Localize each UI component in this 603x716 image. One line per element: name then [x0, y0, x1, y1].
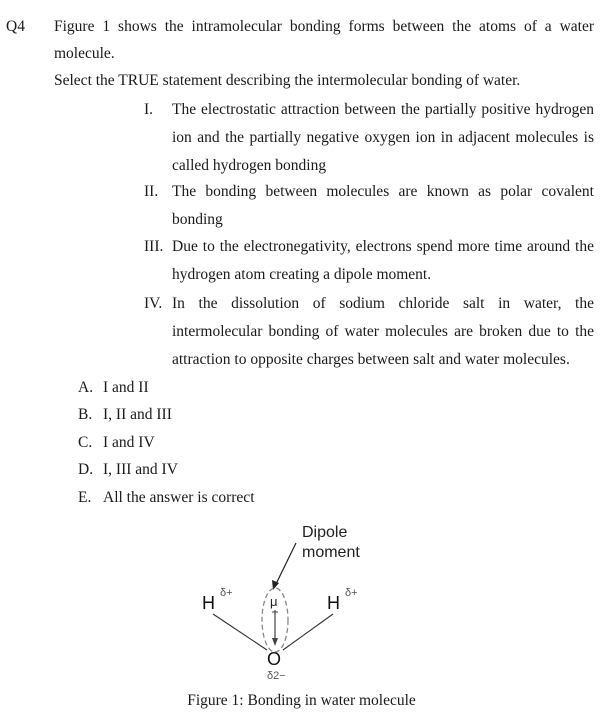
statement-line: The bonding between molecules are known as polar covalent — [172, 183, 594, 200]
question-stem-line-2: molecule. — [54, 45, 115, 62]
mu-symbol: μ — [270, 594, 278, 609]
statement-line: In the dissolution of sodium chloride salt in water, the — [172, 295, 594, 312]
statement-line: attraction to opposite charges between salt and water molecules. — [172, 351, 570, 368]
statement-line: intermolecular bonding of water molecules are broken due to the — [172, 323, 594, 340]
dipole-label-line-2: moment — [302, 544, 360, 561]
statement-numeral: III. — [144, 238, 164, 255]
question-stem-line-3: Select the TRUE statement describing the intermolecular bonding of water. — [54, 72, 521, 89]
question-stem-line-1: Figure 1 shows the intramolecular bonding forms between the atoms of a water — [54, 18, 594, 35]
option-text: I and IV — [103, 434, 155, 451]
statement-numeral: I. — [144, 101, 154, 118]
statement-numeral: IV. — [144, 295, 163, 312]
hydrogen-right: H — [327, 593, 340, 613]
question-number: Q4 — [6, 18, 25, 35]
option-letter: E. — [78, 489, 92, 506]
option-text: All the answer is correct — [103, 489, 255, 506]
option-letter: D. — [78, 461, 94, 478]
statement-line: called hydrogen bonding — [172, 157, 327, 174]
bond-left — [213, 614, 267, 650]
bond-right — [283, 614, 333, 650]
dipole-label-line-1: Dipole — [302, 524, 348, 541]
oxygen: O — [267, 649, 282, 669]
option-text: I, II and III — [103, 406, 172, 423]
option-letter: A. — [78, 379, 94, 396]
partial-positive-right: δ+ — [345, 587, 358, 599]
option-text: I and II — [103, 379, 149, 396]
partial-positive-left: δ+ — [220, 587, 233, 599]
option-letter: C. — [78, 434, 93, 451]
figure-caption: Figure 1: Bonding in water molecule — [187, 692, 416, 709]
hydrogen-left: H — [202, 593, 215, 613]
partial-negative: δ2− — [267, 670, 286, 682]
pointer-arrow-icon — [272, 543, 296, 590]
statement-line: bonding — [172, 211, 223, 228]
statement-line: ion and the partially negative oxygen ion in adjacent molecules is — [172, 129, 594, 146]
statement-line: hydrogen atom creating a dipole moment. — [172, 266, 432, 283]
dipole-ellipse — [262, 588, 288, 652]
option-text: I, III and IV — [103, 461, 178, 478]
dipole-arrow-icon — [272, 610, 278, 646]
option-letter: B. — [78, 406, 93, 423]
statement-line: The electrostatic attraction between the partially positive hydrogen — [172, 101, 594, 118]
statement-line: Due to the electronegativity, electrons spend more time around the — [172, 238, 594, 255]
statement-numeral: II. — [144, 183, 159, 200]
